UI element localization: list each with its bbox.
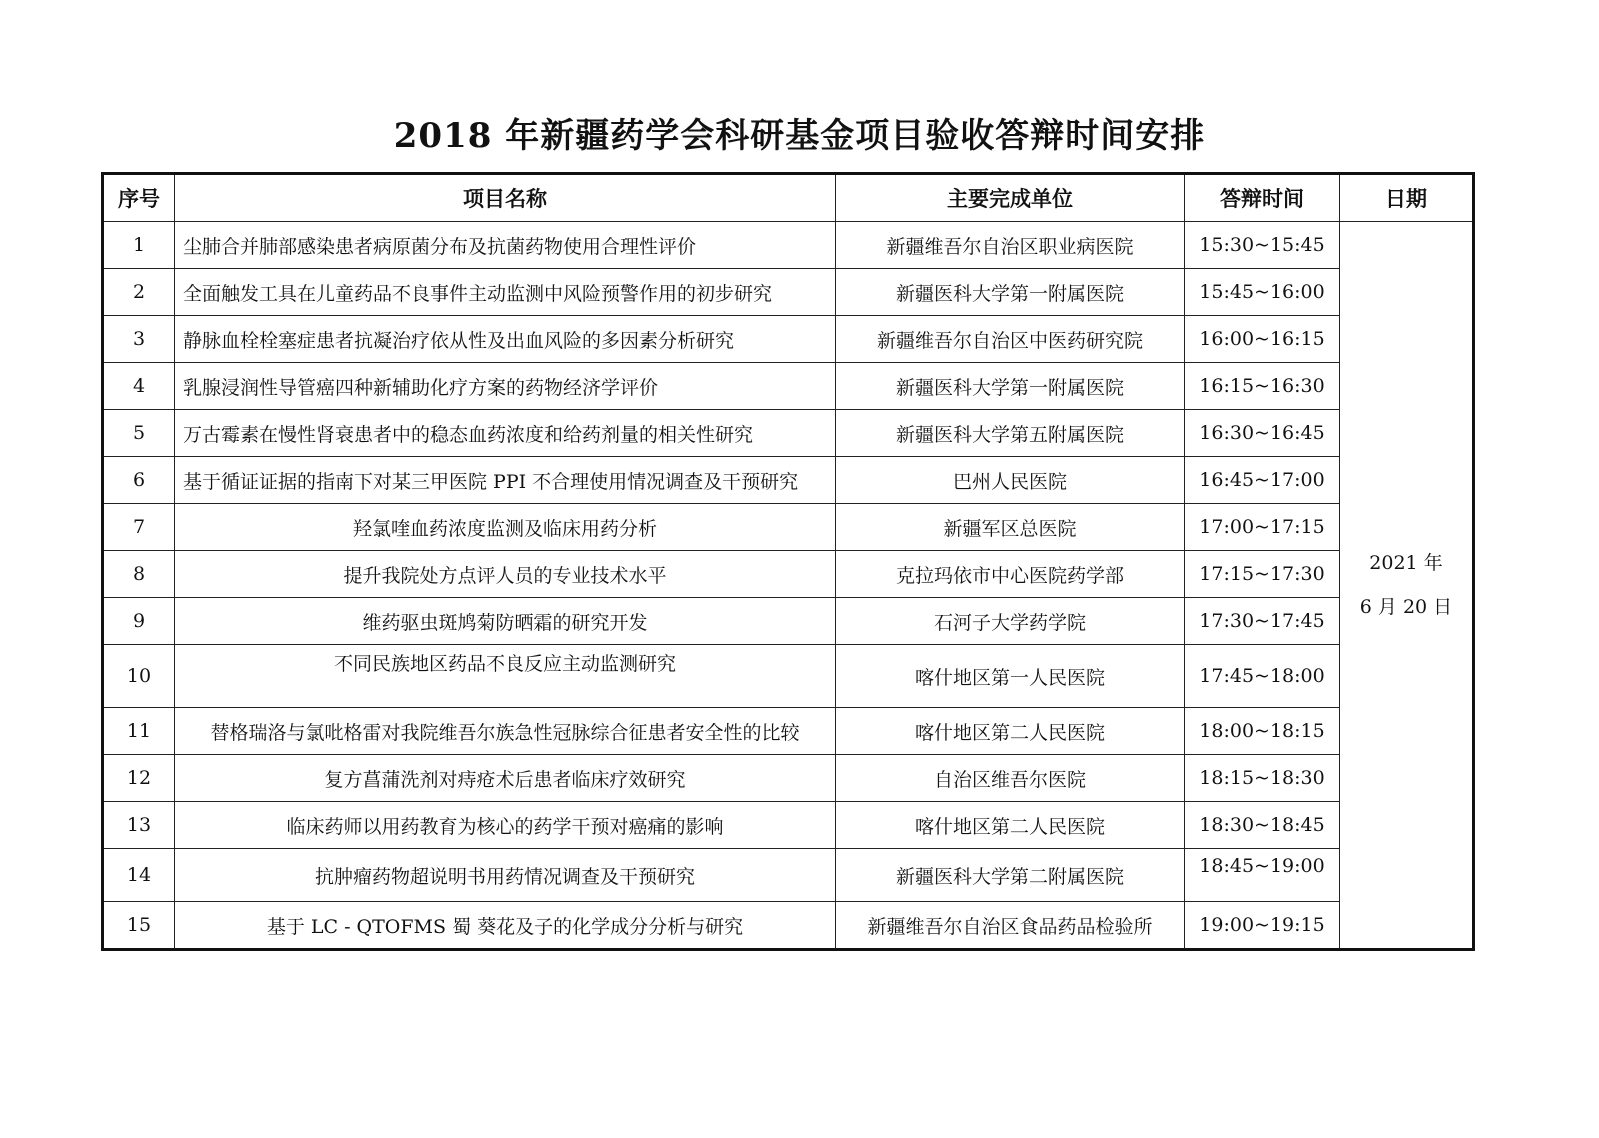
row-project-name: 复方菖蒲洗剂对痔疮术后患者临床疗效研究 <box>175 755 836 802</box>
row-project-name: 羟氯喹血药浓度监测及临床用药分析 <box>175 504 836 551</box>
row-time: 17:15~17:30 <box>1185 551 1340 598</box>
row-time: 16:45~17:00 <box>1185 457 1340 504</box>
row-unit: 新疆维吾尔自治区中医药研究院 <box>836 316 1185 363</box>
row-time: 16:00~16:15 <box>1185 316 1340 363</box>
row-no: 8 <box>103 551 175 598</box>
schedule-table <box>101 172 1475 951</box>
row-unit: 喀什地区第二人民医院 <box>836 802 1185 849</box>
row-unit: 新疆维吾尔自治区职业病医院 <box>836 222 1185 269</box>
header-project-name: 项目名称 <box>175 174 836 222</box>
row-no: 3 <box>103 316 175 363</box>
row-time: 15:30~15:45 <box>1185 222 1340 269</box>
date-month-day: 6 月 20 日 <box>1359 596 1453 618</box>
header-defense-time: 答辩时间 <box>1185 174 1340 222</box>
row-project-name: 尘肺合并肺部感染患者病原菌分布及抗菌药物使用合理性评价 <box>175 222 836 269</box>
row-time: 17:00~17:15 <box>1185 504 1340 551</box>
row-no: 2 <box>103 269 175 316</box>
table-row <box>103 598 1474 645</box>
row-no: 9 <box>103 598 175 645</box>
date-year: 2021 年 <box>1369 552 1443 574</box>
table-row <box>103 902 1474 950</box>
table-row <box>103 802 1474 849</box>
table-row <box>103 316 1474 363</box>
row-unit: 巴州人民医院 <box>836 457 1185 504</box>
table-row <box>103 645 1474 708</box>
row-time: 18:45~19:00 <box>1185 849 1340 902</box>
row-project-name: 基于 LC - QTOFMS 蜀 葵花及子的化学成分分析与研究 <box>175 902 836 950</box>
row-time: 15:45~16:00 <box>1185 269 1340 316</box>
table-row <box>103 504 1474 551</box>
row-time: 17:45~18:00 <box>1185 645 1340 708</box>
row-unit: 新疆医科大学第二附属医院 <box>836 849 1185 902</box>
row-time: 19:00~19:15 <box>1185 902 1340 950</box>
row-project-name: 临床药师以用药教育为核心的药学干预对癌痛的影响 <box>175 802 836 849</box>
row-no: 6 <box>103 457 175 504</box>
row-project-name: 抗肿瘤药物超说明书用药情况调查及干预研究 <box>175 849 836 902</box>
row-time: 18:30~18:45 <box>1185 802 1340 849</box>
table-row <box>103 363 1474 410</box>
row-no: 11 <box>103 708 175 755</box>
table-row <box>103 755 1474 802</box>
row-no: 5 <box>103 410 175 457</box>
row-project-name: 维药驱虫斑鸠菊防晒霜的研究开发 <box>175 598 836 645</box>
row-unit: 自治区维吾尔医院 <box>836 755 1185 802</box>
row-no: 10 <box>103 645 175 708</box>
row-time: 18:00~18:15 <box>1185 708 1340 755</box>
row-project-name: 不同民族地区药品不良反应主动监测研究 <box>175 645 836 708</box>
row-no: 1 <box>103 222 175 269</box>
row-unit: 新疆军区总医院 <box>836 504 1185 551</box>
table-row <box>103 410 1474 457</box>
row-unit: 新疆医科大学第一附属医院 <box>836 269 1185 316</box>
table-row <box>103 551 1474 598</box>
table-row <box>103 269 1474 316</box>
row-project-name: 提升我院处方点评人员的专业技术水平 <box>175 551 836 598</box>
row-no: 7 <box>103 504 175 551</box>
row-unit: 石河子大学药学院 <box>836 598 1185 645</box>
table-row <box>103 849 1474 902</box>
header-date: 日期 <box>1340 174 1474 222</box>
date-cell <box>1340 222 1474 950</box>
row-time: 16:30~16:45 <box>1185 410 1340 457</box>
row-unit: 新疆医科大学第一附属医院 <box>836 363 1185 410</box>
row-project-name: 全面触发工具在儿童药品不良事件主动监测中风险预警作用的初步研究 <box>175 269 836 316</box>
row-project-name: 替格瑞洛与氯吡格雷对我院维吾尔族急性冠脉综合征患者安全性的比较 <box>175 708 836 755</box>
row-project-name: 基于循证证据的指南下对某三甲医院 PPI 不合理使用情况调查及干预研究 <box>175 457 836 504</box>
document-title: 2018 年新疆药学会科研基金项目验收答辩时间安排 <box>393 116 1206 156</box>
header-no: 序号 <box>103 174 175 222</box>
row-time: 16:15~16:30 <box>1185 363 1340 410</box>
row-unit: 喀什地区第一人民医院 <box>836 645 1185 708</box>
row-unit: 新疆医科大学第五附属医院 <box>836 410 1185 457</box>
table-row <box>103 457 1474 504</box>
row-unit: 克拉玛依市中心医院药学部 <box>836 551 1185 598</box>
row-no: 4 <box>103 363 175 410</box>
row-project-name: 乳腺浸润性导管癌四种新辅助化疗方案的药物经济学评价 <box>175 363 836 410</box>
row-time: 17:30~17:45 <box>1185 598 1340 645</box>
row-unit: 新疆维吾尔自治区食品药品检验所 <box>836 902 1185 950</box>
header-unit: 主要完成单位 <box>836 174 1185 222</box>
row-no: 13 <box>103 802 175 849</box>
row-no: 12 <box>103 755 175 802</box>
header-row <box>103 174 1474 222</box>
row-no: 15 <box>103 902 175 950</box>
table-row <box>103 708 1474 755</box>
row-time: 18:15~18:30 <box>1185 755 1340 802</box>
row-project-name: 万古霉素在慢性肾衰患者中的稳态血药浓度和给药剂量的相关性研究 <box>175 410 836 457</box>
row-no: 14 <box>103 849 175 902</box>
row-unit: 喀什地区第二人民医院 <box>836 708 1185 755</box>
table-row <box>103 222 1474 269</box>
row-project-name: 静脉血栓栓塞症患者抗凝治疗依从性及出血风险的多因素分析研究 <box>175 316 836 363</box>
